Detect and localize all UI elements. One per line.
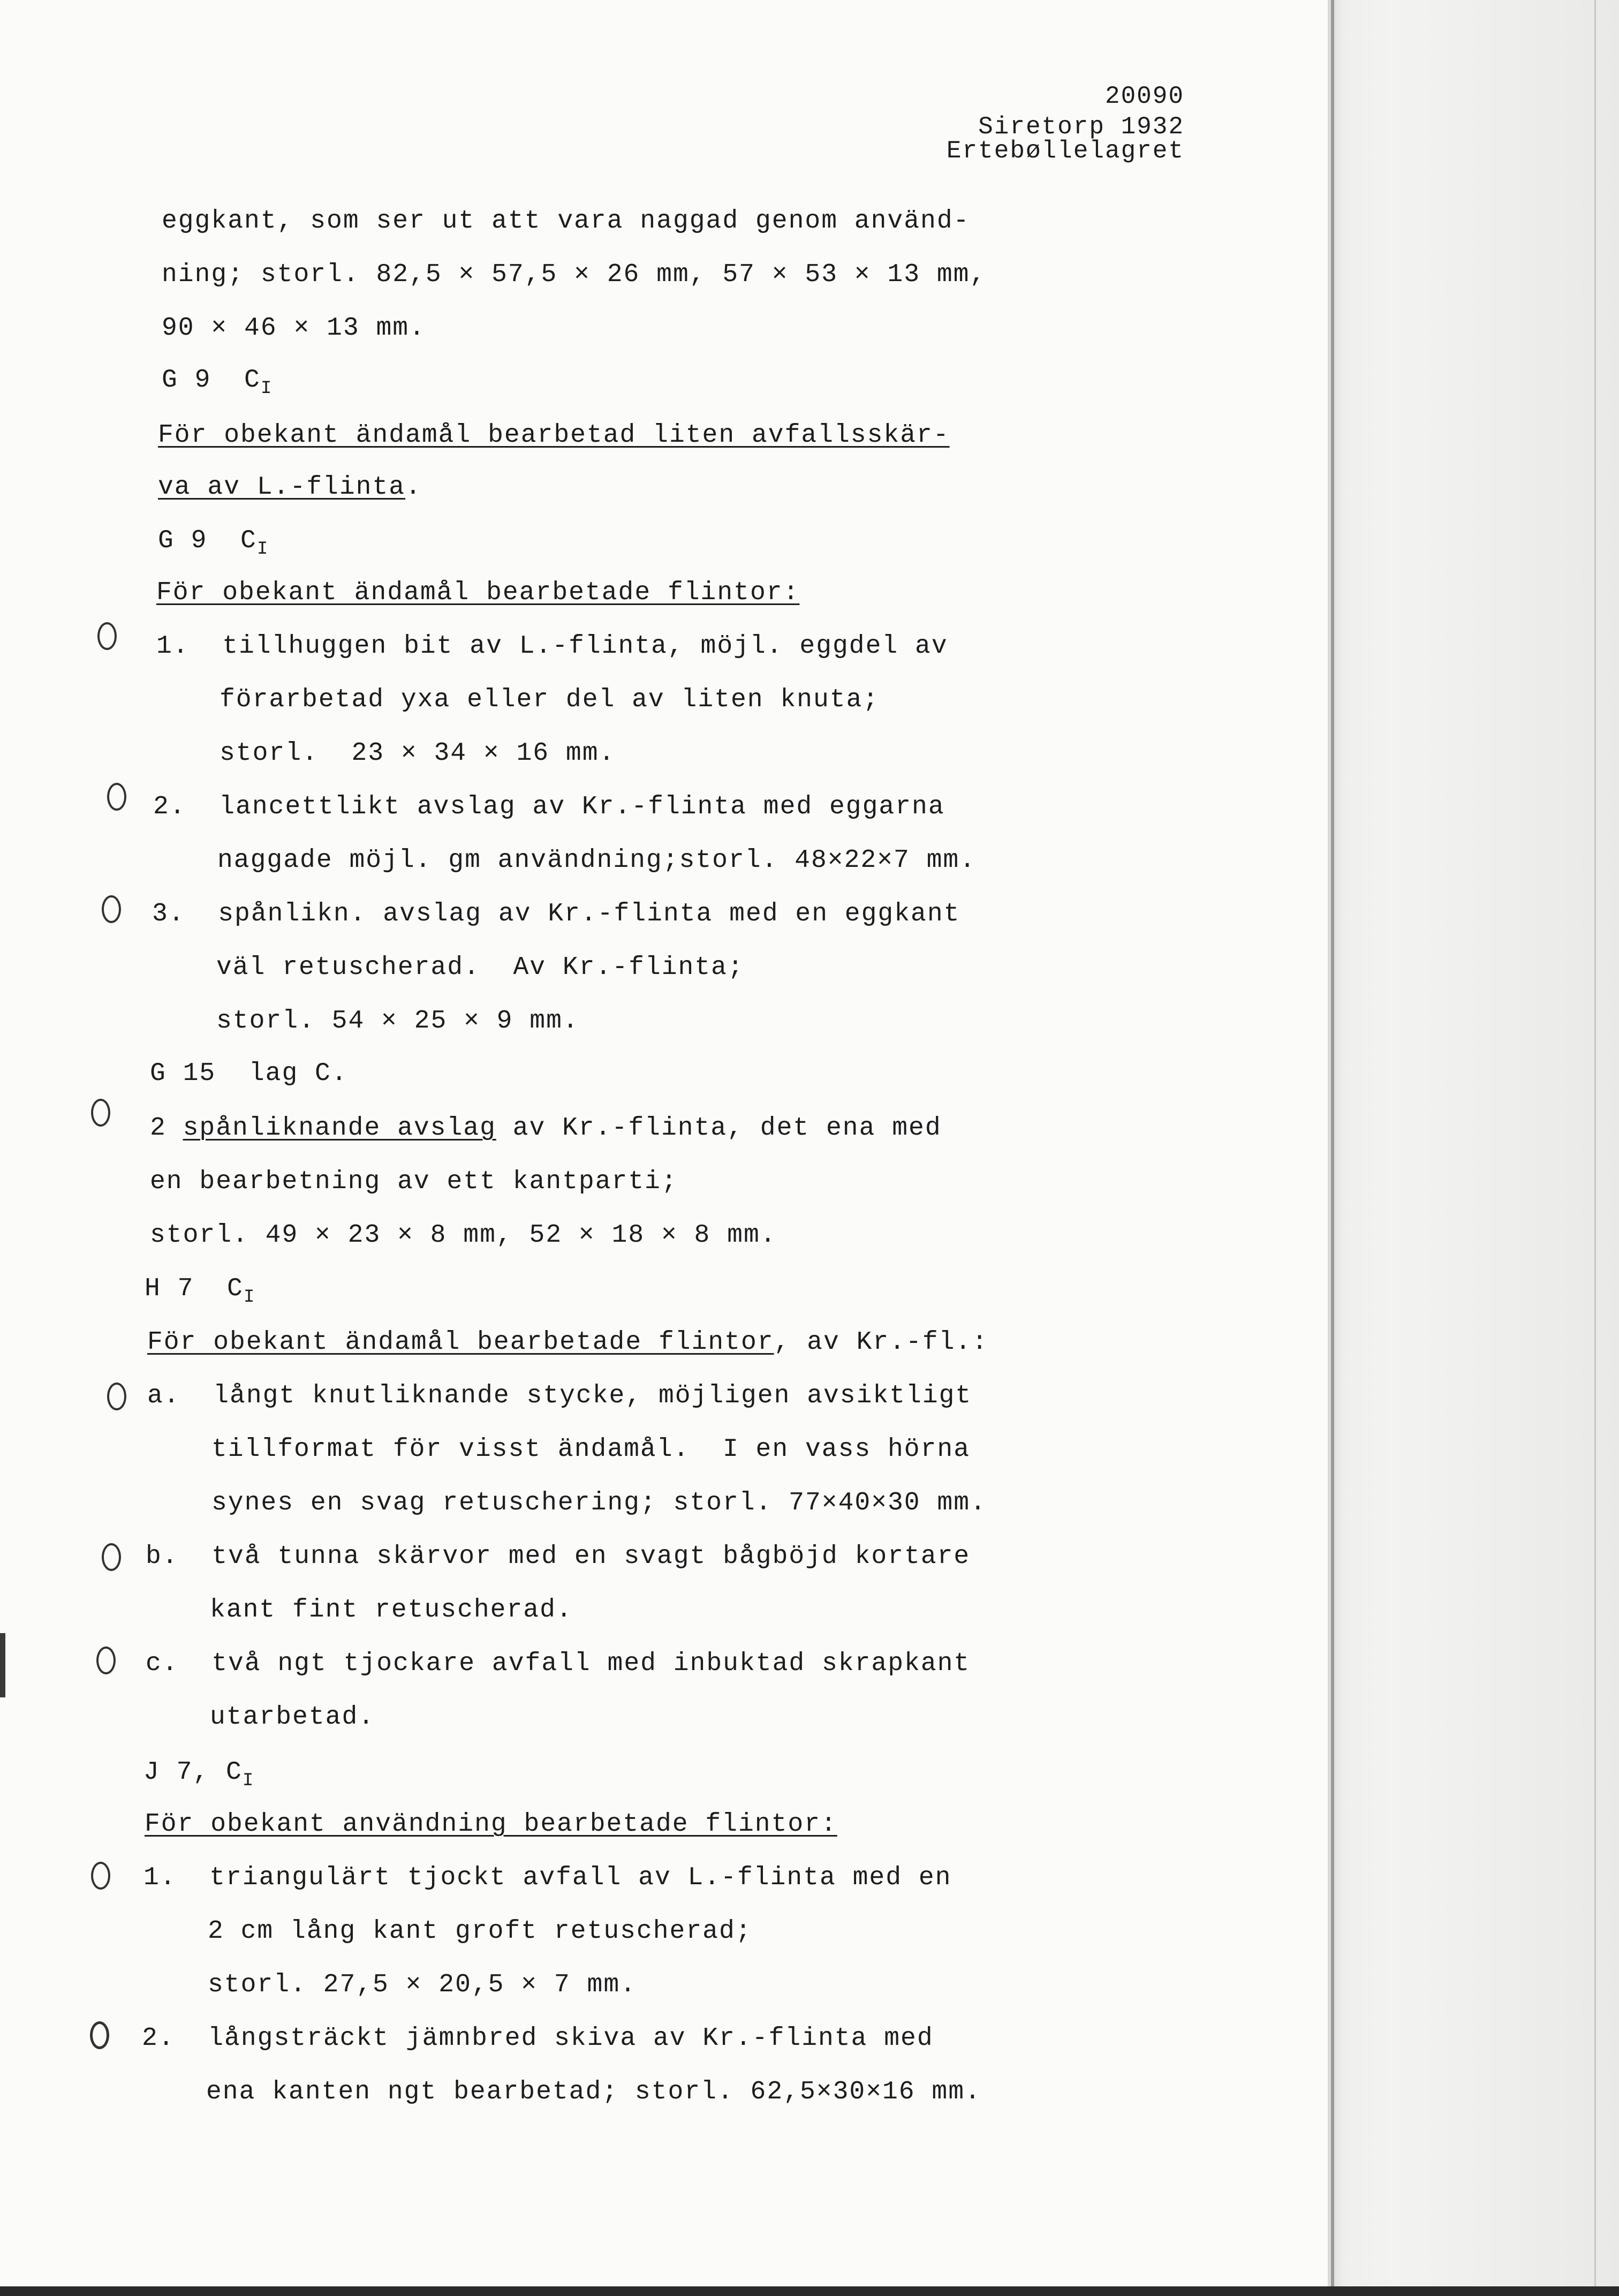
text-line: synes en svag retuschering; storl. 77×40×30 mm.: [211, 1489, 987, 1517]
circle-mark-icon: [91, 1099, 110, 1127]
circle-mark-icon: [90, 2021, 109, 2049]
text-line: tillformat för visst ändamål. I en vass hörna: [211, 1435, 971, 1464]
text-line: eggkant, som ser ut att vara naggad genom använd-: [162, 207, 970, 236]
text-line: utarbetad.: [210, 1703, 375, 1732]
scan-bottom-edge: [0, 2286, 1619, 2296]
section-heading: va av L.-flinta.: [158, 473, 422, 502]
page-edge-shadow: [1328, 0, 1619, 2296]
list-item: 1. tillhuggen bit av L.-flinta, möjl. eggdel av: [156, 632, 948, 661]
site-name: Siretorp 1932: [978, 113, 1184, 141]
list-item: 2 spånliknande avslag av Kr.-flinta, det ena med: [150, 1114, 942, 1143]
grid-reference: H 7 $C_I$: [145, 1274, 256, 1308]
text-line: förarbetad yxa eller del av liten knuta;: [220, 685, 880, 714]
circle-mark-icon: [96, 1647, 116, 1674]
circle-mark-icon: [107, 1383, 126, 1410]
list-item: c. två ngt tjockare avfall med inbuktad skrapkant: [146, 1649, 971, 1678]
grid-reference: G 9 $C_I$: [162, 366, 273, 399]
text-line: storl. 27,5 × 20,5 × 7 mm.: [208, 1970, 637, 1999]
section-heading: För obekant ändamål bearbetad liten avfallsskär-: [158, 421, 950, 450]
text-line: väl retuscherad. Av Kr.-flinta;: [216, 953, 744, 982]
text-line: storl. 23 × 34 × 16 mm.: [220, 739, 616, 768]
text-line: ena kanten ngt bearbetad; storl. 62,5×30×16 mm.: [206, 2078, 981, 2106]
section-heading: För obekant ändamål bearbetade flintor, av Kr.-fl.:: [147, 1328, 989, 1357]
text-line: storl. 54 × 25 × 9 mm.: [216, 1007, 579, 1036]
text-line: storl. 49 × 23 × 8 mm, 52 × 18 × 8 mm.: [150, 1221, 777, 1250]
text-line: ning; storl. 82,5 × 57,5 × 26 mm, 57 × 53 × 13 mm,: [162, 260, 987, 289]
text-line: kant fint retuscherad.: [210, 1596, 573, 1625]
list-item: 1. triangulärt tjockt avfall av L.-flinta med en: [143, 1863, 952, 1892]
binder-edge-line: [1594, 0, 1596, 2296]
circle-mark-icon: [102, 1543, 121, 1571]
text-line: 90 × 46 × 13 mm.: [162, 314, 426, 343]
circle-mark-icon: [107, 783, 126, 811]
page-edge-line: [1331, 0, 1334, 2296]
grid-reference: G 9 $C_I$: [158, 526, 269, 560]
list-item: 2. långsträckt jämnbred skiva av Kr.-flinta med: [142, 2024, 934, 2053]
list-item: 2. lancettlikt avslag av Kr.-flinta med eggarna: [153, 792, 945, 821]
list-item: b. två tunna skärvor med en svagt bågböjd kortare: [146, 1542, 971, 1571]
left-binding-mark: [0, 1633, 5, 1697]
grid-reference: J 7, $C_I$: [143, 1758, 255, 1791]
section-heading: För obekant användning bearbetade flintor:: [145, 1810, 837, 1839]
layer-name: Ertebøllelagret: [946, 137, 1184, 165]
text-line: naggade möjl. gm användning;storl. 48×22×7 mm.: [217, 846, 977, 875]
grid-reference: G 15 lag C.: [150, 1059, 348, 1088]
list-item: 3. spånlikn. avslag av Kr.-flinta med en eggkant: [152, 900, 960, 928]
text-line: 2 cm lång kant groft retuscherad;: [208, 1917, 752, 1946]
list-item: a. långt knutliknande stycke, möjligen avsiktligt: [147, 1381, 972, 1410]
text-line: en bearbetning av ett kantparti;: [150, 1167, 678, 1196]
circle-mark-icon: [102, 895, 121, 923]
circle-mark-icon: [97, 622, 117, 650]
circle-mark-icon: [91, 1862, 110, 1890]
section-heading: För obekant ändamål bearbetade flintor:: [156, 578, 800, 607]
catalogue-number: 20090: [1104, 82, 1184, 110]
